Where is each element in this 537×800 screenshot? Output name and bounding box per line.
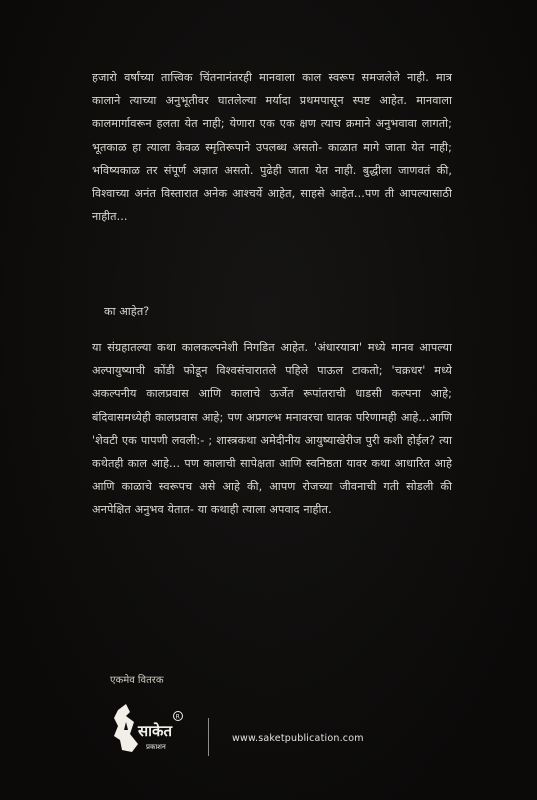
publisher-website: www.saketpublication.com [232, 733, 364, 744]
logo-subtext: प्रकाशन [146, 743, 166, 751]
logo-divider [208, 718, 209, 756]
svg-text:R: R [175, 713, 180, 721]
blurb-paragraph-3: या संग्रहातल्या कथा कालकल्पनेशी निगडित आहेत. 'अंधारयात्रा' मध्ये मानव आपल्या अल्पायुष्याची कोंडी फोडून विश्वसंचारातले पहिले पाऊल टाकतो; 'चक्रधर' मध्ये अकल्पनीय कालप्रवास आणि कालाचे ऊर्जेत रूपांतराची धाडसी कल्पना आहे; बंदिवासमध्येही कालप्रवास आहे; पण अप्रगल्भ मनावरचा घातक परिणामही आहे...आणि 'शेवटी एक पापणी लवली:- ; शास्त्रकथा अमेदीनीय आयुष्याखेरीज पुरी कशी होईल? त्या कथेतही काल आहे... पण कालाची सापेक्षता आणि स्वनिष्ठता यावर कथा आधारित आहे आणि काळाचे स्वरूपच असे आहे की, आपण रोजच्या जीवनाची गती सोडली की अनपेक्षित अनुभव येतात- या कथाही त्याला अपवाद नाहीत. [92, 341, 452, 517]
distributor-label: एकमेव वितरक [110, 675, 164, 686]
saket-publication-logo-icon [104, 700, 194, 760]
blurb-paragraph-1: हजारो वर्षांच्या तात्त्विक चिंतनानंतरही मानवाला काल स्वरूप समजलेले नाही. मात्र कालाने त्याच्या अनुभूतीवर घातलेल्या मर्यादा प्रथमपासून स्पष्ट आहेत. मानवाला कालमार्गावरून हलता येत नाही; येणारा एक एक क्षण त्याच क्रमाने अनुभवावा लागतो; भूतकाळ हा त्याला केवळ स्मृतिरूपाने उपलब्ध असतो- काळात मागे जाता येत नाही; भविष्यकाळ तर संपूर्ण अज्ञात असतो. पुढेही जाता येत नाही. बुद्धीला जाणवतं की, विश्वाच्या अनंत विस्तारात अनेक आश्चर्ये आहेत, साहसे आहेत...पण ती आपल्यासाठी नाहीत... [92, 71, 452, 224]
logo-text: साकेत [138, 722, 173, 740]
blurb-paragraph-2: का आहेत? [104, 305, 150, 318]
